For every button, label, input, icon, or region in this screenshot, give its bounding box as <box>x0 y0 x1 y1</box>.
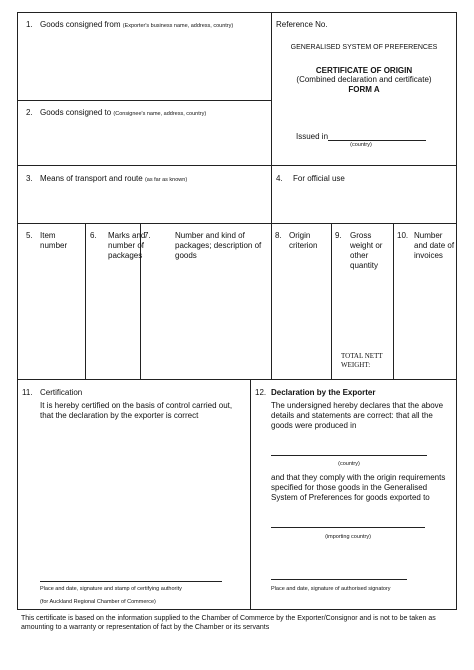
col6-label: Marks and number of packages <box>108 231 146 260</box>
certificate-subtitle: (Combined declaration and certificate) <box>296 75 432 84</box>
box12-country-caption: (country) <box>338 461 360 467</box>
box4-label: For official use <box>293 174 345 183</box>
col9-number: 9. <box>335 231 342 240</box>
box11-authority: (for Auckland Regional Chamber of Commerce) <box>40 599 156 605</box>
certificate-form <box>17 12 457 610</box>
col5-label: Item number <box>40 231 68 250</box>
col8-label: Origin criterion <box>289 231 318 250</box>
divider-h-box3 <box>17 165 457 166</box>
col7-label: Number and kind of packages; description of goods <box>175 231 262 260</box>
box11-label: Certification <box>40 388 83 397</box>
box3-number: 3. <box>26 174 33 183</box>
box12-importing-line <box>271 527 425 528</box>
box12-text1: The undersigned hereby declares that the above details and statements are correct: that all the goods were produced in <box>271 401 444 430</box>
certificate-title: CERTIFICATE OF ORIGIN <box>315 66 413 75</box>
box12-sign-caption: Place and date, signature of authorised signatory <box>271 586 391 592</box>
divider-v-col8 <box>271 223 272 379</box>
box12-label: Declaration by the Exporter <box>271 388 376 397</box>
box11-number: 11. <box>22 388 33 397</box>
col7-number: 7. <box>144 231 151 240</box>
divider-v-col10 <box>393 223 394 379</box>
total-nett-weight: TOTAL NETT WEIGHT: <box>341 352 383 369</box>
col5-number: 5. <box>26 231 33 240</box>
box12-text2: and that they comply with the origin requirements specified for those goods in the Generalised System of Preferences for goods exported to <box>271 473 446 502</box>
box4-number: 4. <box>276 174 283 183</box>
box12-signature-line <box>271 579 407 580</box>
box1-number: 1. <box>26 20 33 29</box>
divider-h-cols <box>17 223 457 224</box>
divider-v-col9 <box>331 223 332 379</box>
issued-in-line <box>328 140 426 141</box>
col10-number: 10. <box>397 231 409 240</box>
box12-number: 12. <box>255 388 267 397</box>
box3-label-text: Means of transport and route <box>40 174 143 183</box>
box12-importing-caption: (importing country) <box>325 534 371 540</box>
issued-in-label: Issued in <box>296 132 329 141</box>
box1-label <box>40 20 233 30</box>
box3-hint: (as far as known) <box>144 177 188 183</box>
form-a-label: FORM A <box>348 85 380 94</box>
box11-sign-caption: Place and date, signature and stamp of certifying authority <box>40 586 182 592</box>
reference-label: Reference No. <box>276 20 328 29</box>
col10-label: Number and date of invoices <box>414 231 455 260</box>
col6-number: 6. <box>90 231 97 240</box>
divider-h-box1 <box>17 100 271 101</box>
footer-disclaimer: This certificate is based on the information supplied to the Chamber of Commerce by the Exporter/Consignor and is not to be taken as amounting to a warranty or representation of fact by the Chamber or its servants <box>21 615 436 631</box>
box11-text: It is hereby certified on the basis of control carried out, that the declaration by the exporter is correct <box>40 401 233 420</box>
divider-h-bottom <box>17 379 457 380</box>
box2-label-text: Goods consigned to <box>40 108 112 117</box>
divider-v-col6 <box>85 223 86 379</box>
box12-country-line <box>271 455 427 456</box>
gsp-heading: GENERALISED SYSTEM OF PREFERENCES <box>290 44 438 51</box>
box2-hint: (Consignee's name, address, country) <box>113 111 207 117</box>
box11-signature-line <box>40 581 222 582</box>
issued-country-caption: (country) <box>350 142 372 148</box>
box1-label-text: Goods consigned from <box>40 20 121 29</box>
col9-label: Gross weight or other quantity <box>350 231 383 270</box>
box2-number: 2. <box>26 108 33 117</box>
box3-label <box>40 174 187 184</box>
box1-hint: (Exporter's business name, address, country) <box>122 23 234 29</box>
col8-number: 8. <box>275 231 282 240</box>
divider-v-bottom <box>250 379 251 610</box>
box2-label <box>40 108 206 118</box>
